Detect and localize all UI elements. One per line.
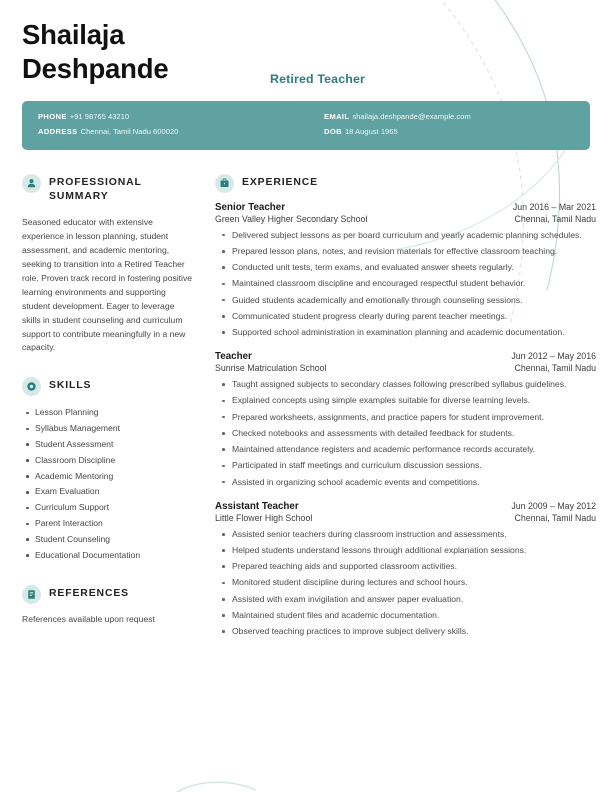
list-item: Exam Evaluation <box>22 484 194 500</box>
contact-email <box>324 110 574 125</box>
sidebar-column <box>22 174 208 628</box>
contact-address-value: Chennai, Tamil Nadu 600020 <box>80 126 179 136</box>
contact-address-label: ADDRESS <box>38 126 78 136</box>
list-item: Participated in staff meetings and curriculum discussion sessions. <box>218 459 596 472</box>
job-organization: Green Valley Higher Secondary School <box>215 213 368 224</box>
briefcase-icon <box>215 174 234 193</box>
summary-title-line1: PROFESSIONAL <box>49 176 142 188</box>
list-item: Classroom Discipline <box>22 453 194 469</box>
job-role: Assistant Teacher <box>215 500 299 512</box>
resume-header <box>0 0 612 90</box>
experience-item-subheading <box>215 214 596 224</box>
experience-item <box>215 202 596 340</box>
contact-phone-label: PHONE <box>38 112 67 121</box>
references-text: References available upon request <box>22 614 155 625</box>
experience-item <box>215 351 596 489</box>
list-item: Explained concepts using simple examples suitable for diverse learning levels. <box>218 394 596 407</box>
experience-item <box>215 501 596 639</box>
experience-item-heading <box>215 202 596 213</box>
list-item: Assisted senior teachers during classroom instruction and assessments. <box>218 528 596 541</box>
contact-address <box>38 125 306 140</box>
job-location: Chennai, Tamil Nadu <box>514 213 596 224</box>
contact-bar <box>22 101 590 150</box>
list-item: Educational Documentation <box>22 548 194 564</box>
job-organization: Little Flower High School <box>215 512 313 523</box>
contact-email-value[interactable]: shailaja.deshpande@example.com <box>352 112 471 121</box>
job-bullets <box>215 378 596 489</box>
section-professional-summary-header <box>22 174 194 206</box>
job-location: Chennai, Tamil Nadu <box>514 512 596 523</box>
list-item: Syllabus Management <box>22 421 194 437</box>
list-item: Supported school administration in examination planning and academic documentation. <box>218 326 596 339</box>
section-references-header <box>22 585 194 604</box>
list-item: Delivered subject lessons as per board curriculum and yearly academic planning schedules. <box>218 229 596 242</box>
contact-phone-value[interactable]: +91 98765 43210 <box>69 112 130 121</box>
job-title-container <box>270 18 590 90</box>
section-experience-header <box>215 174 596 193</box>
section-title <box>49 174 142 206</box>
list-item: Guided students academically and emotionally through counseling sessions. <box>218 294 596 307</box>
list-item: Maintained classroom discipline and encouraged respectful student behavior. <box>218 277 596 290</box>
job-location: Chennai, Tamil Nadu <box>514 363 596 374</box>
job-role: Senior Teacher <box>215 201 286 213</box>
job-bullets <box>215 528 596 639</box>
list-item: Student Assessment <box>22 437 194 453</box>
candidate-name <box>22 18 270 85</box>
section-skills-header <box>22 377 194 396</box>
professional-summary-text: Seasoned educator with extensive experience in lesson planning, student assessment, and academic mentoring, seeking to transition into a Retired Teacher role. Proven track record in fostering positive learning environments and supporting student development. Eager to leverage skills in student counseling and curriculum support to contribute meaningfully in a new capacity. <box>22 217 193 353</box>
list-item: Prepared worksheets, assignments, and practice papers for student improvement. <box>218 411 596 424</box>
list-item: Curriculum Support <box>22 500 194 516</box>
list-item: Helped students understand lessons through additional explanation sessions. <box>218 544 596 557</box>
contact-column-left <box>38 110 306 140</box>
section-title: EXPERIENCE <box>242 176 318 188</box>
list-item: Checked notebooks and assessments with detailed feedback for students. <box>218 427 596 440</box>
contact-dob <box>324 125 574 140</box>
contact-phone <box>38 110 306 125</box>
list-item: Communicated student progress clearly during parent teacher meetings. <box>218 310 596 323</box>
list-item: Lesson Planning <box>22 405 194 421</box>
job-bullets <box>215 229 596 340</box>
list-item: Assisted in organizing school academic events and competitions. <box>218 476 596 489</box>
person-icon <box>22 174 41 193</box>
summary-title-line2: SUMMARY <box>49 191 109 203</box>
list-item: Observed teaching practices to improve subject delivery skills. <box>218 625 596 638</box>
gear-icon <box>22 377 41 396</box>
experience-column <box>208 174 596 642</box>
list-item: Prepared teaching aids and supported classroom activities. <box>218 560 596 573</box>
list-item: Monitored student discipline during lectures and school hours. <box>218 576 596 589</box>
contact-dob-value: 18 August 1965 <box>344 126 398 136</box>
experience-item-heading <box>215 501 596 512</box>
name-first-line: Shailaja <box>22 19 125 50</box>
list-item: Assisted with exam invigilation and answer paper evaluation. <box>218 593 596 606</box>
job-dates: Jun 2009 – May 2012 <box>511 500 596 511</box>
skills-list <box>22 405 194 563</box>
name-second-line: Deshpande <box>22 52 169 84</box>
contact-email-label: EMAIL <box>324 112 350 121</box>
list-item: Maintained student files and academic documentation. <box>218 609 596 622</box>
contact-column-right <box>306 110 574 140</box>
list-item: Parent Interaction <box>22 516 194 532</box>
list-item: Academic Mentoring <box>22 469 194 485</box>
list-item: Conducted unit tests, term exams, and evaluated answer sheets regularly. <box>218 261 596 274</box>
job-dates: Jun 2016 – Mar 2021 <box>512 201 596 212</box>
document-icon <box>22 585 41 604</box>
job-dates: Jun 2012 – May 2016 <box>511 351 596 362</box>
contact-dob-label: DOB <box>324 126 342 136</box>
section-title: SKILLS <box>49 380 92 392</box>
experience-item-heading <box>215 351 596 362</box>
list-item: Prepared lesson plans, notes, and revision materials for effective classroom teaching. <box>218 245 596 258</box>
experience-item-subheading <box>215 363 596 373</box>
page-title: Retired Teacher <box>270 72 365 86</box>
resume-body <box>0 150 612 642</box>
job-role: Teacher <box>215 351 252 363</box>
experience-item-subheading <box>215 513 596 523</box>
job-organization: Sunrise Matriculation School <box>215 363 327 374</box>
section-title: REFERENCES <box>49 588 130 600</box>
list-item: Taught assigned subjects to secondary classes following prescribed syllabus guidelines. <box>218 378 596 391</box>
list-item: Student Counseling <box>22 532 194 548</box>
list-item: Maintained attendance registers and academic performance records accurately. <box>218 443 596 456</box>
decorative-arc-bottom <box>170 770 260 792</box>
